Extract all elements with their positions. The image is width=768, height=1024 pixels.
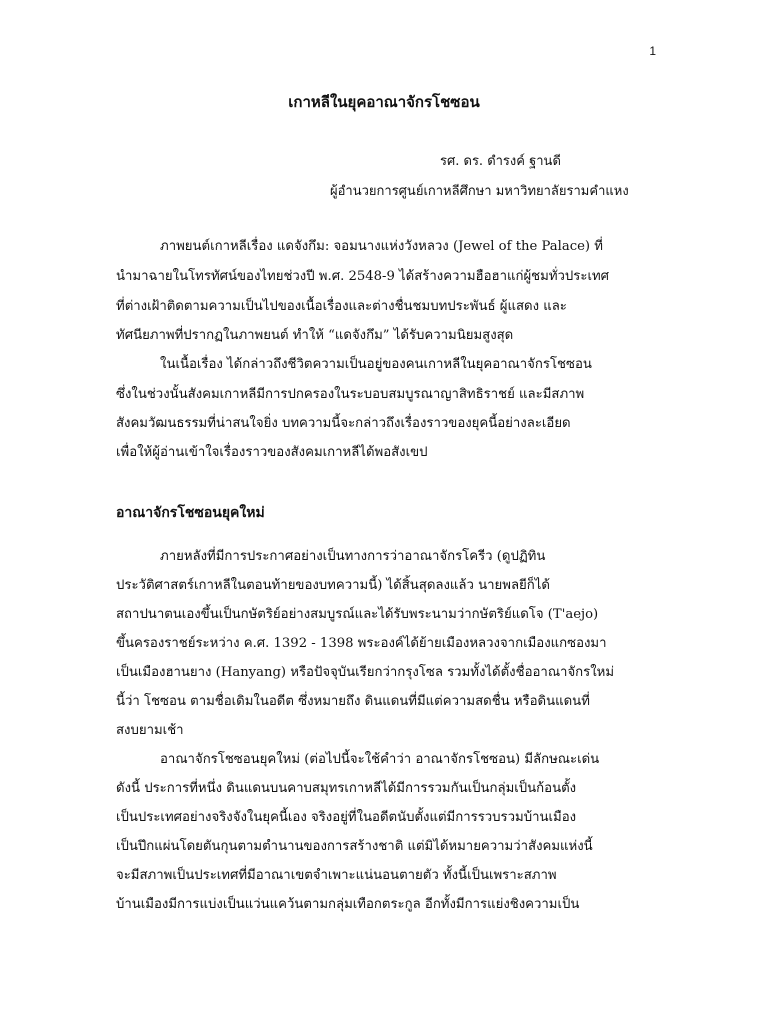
page-number: 1 (649, 44, 656, 58)
intro-line: นำมาฉายในโทรทัศน์ของไทยช่วงปี พ.ศ. 2548-9 ได้สร้างความฮือฮาแก่ผู้ชมทั่วประเทศ (116, 269, 610, 284)
section-line: ขึ้นครองราชย์ระหว่าง ค.ศ. 1392 - 1398 พระองค์ได้ย้ายเมืองหลวงจากเมืองแกซองมา (116, 636, 607, 651)
intro-line: ที่ต่างเฝ้าติดตามความเป็นไปของเนื้อเรื่องและต่างชื่นชมบทประพันธ์ ผู้แสดง และ (116, 299, 567, 314)
section-line: บ้านเมืองมีการแบ่งเป็นแว่นแคว้นตามกลุ่มเทือกตระกูล อีกทั้งมีการแย่งชิงความเป็น (116, 897, 580, 912)
section-line: สถาปนาตนเองขึ้นเป็นกษัตริย์อย่างสมบูรณ์และได้รับพระนามว่ากษัตริย์แดโจ (T'aejo) (116, 607, 599, 622)
document-title: เกาหลีในยุคอาณาจักรโชซอน (288, 93, 480, 111)
section-line: เป็นเมืองฮานยาง (Hanyang) หรือปัจจุบันเรียกว่ากรุงโซล รวมทั้งได้ตั้งชื่ออาณาจักรใหม่ (116, 665, 615, 680)
section-line: ประวัติศาสตร์เกาหลีในตอนท้ายของบทความนี้) ได้สิ้นสุดลงแล้ว นายพลยีก็ได้ (116, 578, 550, 593)
intro-line: ภาพยนต์เกาหลีเรื่อง แดจังกึม: จอมนางแห่งวังหลวง (Jewel of the Palace) ที่ (160, 239, 603, 254)
section-heading: อาณาจักรโชซอนยุคใหม่ (116, 505, 265, 521)
intro-line: เพื่อให้ผู้อ่านเข้าใจเรื่องราวของสังคมเกาหลีได้พอสังเขป (116, 445, 428, 460)
intro-line: ซึ่งในช่วงนั้นสังคมเกาหลีมีการปกครองในระบอบสมบูรณาญาสิทธิราชย์ และมีสภาพ (116, 387, 585, 402)
intro-line: สังคมวัฒนธรรมที่น่าสนใจยิ่ง บทความนี้จะกล่าวถึงเรื่องราวของยุคนี้อย่างละเอียด (116, 416, 571, 431)
section-line: อาณาจักรโชซอนยุคใหม่ (ต่อไปนี้จะใช้คำว่า อาณาจักรโชซอน) มีลักษณะเด่น (160, 752, 600, 767)
intro-line: ในเนื้อเรื่อง ได้กล่าวถึงชีวิตความเป็นอยู่ของคนเกาหลีในยุคอาณาจักรโชซอน (160, 357, 592, 372)
author-name: รศ. ดร. ดำรงค์ ฐานดี (440, 154, 561, 169)
section-line: จะมีสภาพเป็นประเทศที่มีอาณาเขตจำเพาะแน่นอนตายตัว ทั้งนี้เป็นเพราะสภาพ (116, 868, 557, 883)
section-line: ดังนี้ ประการที่หนึ่ง ดินแดนบนคาบสมุทรเกาหลีได้มีการรวมกันเป็นกลุ่มเป็นก้อนตั้ง (116, 781, 577, 796)
section-line: สงบยามเช้า (116, 723, 184, 738)
section-line: นี้ว่า โชซอน ตามชื่อเดิมในอดีต ซึ่งหมายถึง ดินแดนที่มีแต่ความสดชื่น หรือดินแดนที่ (116, 694, 590, 709)
section-line: ภายหลังที่มีการประกาศอย่างเป็นทางการว่าอาณาจักรโครีว (ดูปฏิทิน (160, 549, 546, 564)
section-line: เป็นปึกแผ่นโดยตันกุนตามตำนานของการสร้างชาติ แต่มิได้หมายความว่าสังคมแห่งนี้ (116, 839, 593, 854)
section-line: เป็นประเทศอย่างจริงจังในยุคนี้เอง จริงอยู่ที่ในอดีตนับตั้งแต่มีการรวบรวมบ้านเมือง (116, 810, 577, 825)
intro-line: ทัศนียภาพที่ปรากฏในภาพยนต์ ทำให้ “แดจังกึม” ได้รับความนิยมสูงสุด (116, 328, 514, 343)
author-affiliation: ผู้อำนวยการศูนย์เกาหลีศึกษา มหาวิทยาลัยรามคำแหง (330, 184, 629, 199)
